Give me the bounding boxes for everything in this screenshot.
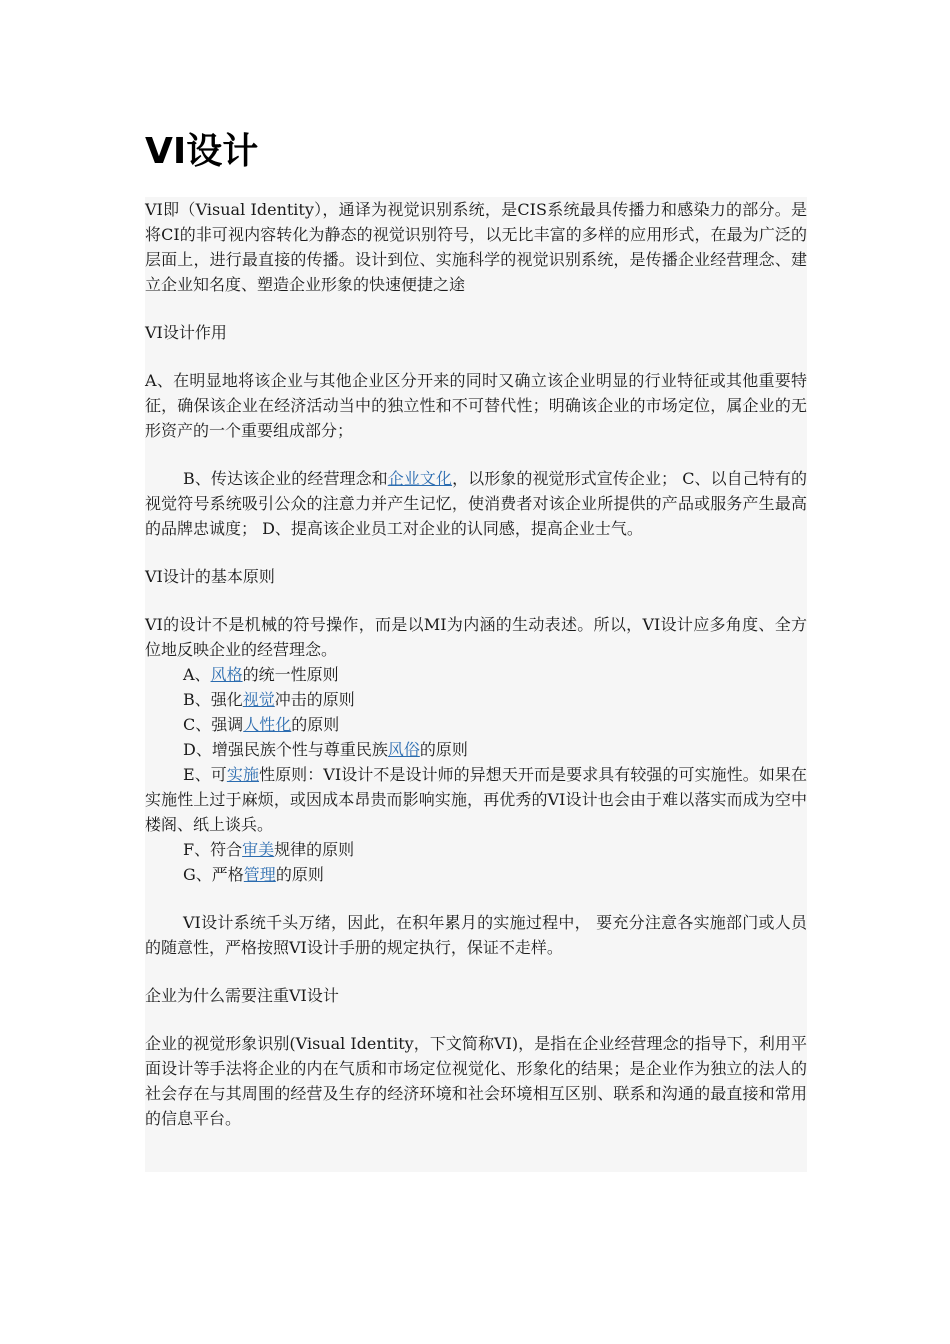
principle-b-suffix: 冲击的原则: [274, 690, 355, 709]
section-heading-function: VI设计作用: [145, 323, 227, 342]
principle-a-suffix: 的统一性原则: [242, 665, 339, 684]
principle-a-prefix: A、: [183, 665, 211, 684]
principle-item-d: [145, 737, 807, 762]
principle-e-prefix: E、可: [183, 765, 227, 784]
principle-g-prefix: G、严格: [183, 865, 244, 884]
principle-item-c: [145, 712, 807, 737]
principle-b-prefix: B、强化: [183, 690, 243, 709]
principles-closing: VI设计系统千头万绪，因此，在积年累月的实施过程中， 要充分注意各实施部门或人员的随意性，严格按照VI设计手册的规定执行，保证不走样。: [145, 913, 807, 957]
principles-intro: VI的设计不是机械的符号操作，而是以MI为内涵的生动表述。所以，VI设计应多角度、全方位地反映企业的经营理念。: [145, 615, 807, 659]
link-aesthetics[interactable]: 审美: [242, 840, 275, 859]
link-implementation[interactable]: 实施: [226, 765, 260, 784]
why-paragraph: 企业的视觉形象识别(Visual Identity，下文简称VI)，是指在企业经营理念的指导下，利用平面设计等手法将企业的内在气质和市场定位视觉化、形象化的结果；是企业作为独立的法人的社会存在与其周围的经营及生存的经济环境和社会环境相互区别、联系和沟通的最直接和常用的信息平台。: [145, 1034, 807, 1128]
principle-item-f: [145, 837, 807, 862]
link-humanization[interactable]: 人性化: [243, 715, 292, 734]
link-visual[interactable]: 视觉: [242, 690, 275, 709]
intro-paragraph: VI即（Visual Identity），通译为视觉识别系统，是CIS系统最具传播力和感染力的部分。是将CI的非可视内容转化为静态的视觉识别符号，以无比丰富的多样的应用形式，在最为广泛的层面上，进行最直接的传播。设计到位、实施科学的视觉识别系统，是传播企业经营理念、建立企业知名度、塑造企业形象的快速便捷之途: [145, 200, 807, 294]
principle-g-suffix: 的原则: [275, 865, 324, 884]
principle-d-suffix: 的原则: [419, 740, 468, 759]
function-b-text-before: B、传达该企业的经营理念和: [183, 469, 388, 488]
link-style[interactable]: 风格: [210, 665, 243, 684]
article-text: [145, 197, 807, 1131]
link-management[interactable]: 管理: [243, 865, 276, 884]
principle-f-suffix: 规律的原则: [274, 840, 355, 859]
function-b-text-after: ，以形象的视觉形式宣传企业； C、以自己特有的视觉符号系统吸引公众的注意力并产生记忆，使消费者对该企业所提供的产品或服务产生最高的品牌忠诚度； D、提高该企业员工对企业的认同感，提高企业士气。: [145, 469, 807, 538]
principle-e-suffix: 性原则：VI设计不是设计师的异想天开而是要求具有较强的可实施性。如果在实施性上过于麻烦，或因成本昂贵而影响实施，再优秀的VI设计也会由于难以落实而成为空中楼阁、纸上谈兵。: [145, 765, 807, 834]
function-paragraph-a: A、在明显地将该企业与其他企业区分开来的同时又确立该企业明显的行业特征或其他重要特征，确保该企业在经济活动当中的独立性和不可替代性；明确该企业的市场定位，属企业的无形资产的一个重要组成部分；: [145, 371, 807, 440]
principle-item-b: [145, 687, 807, 712]
principle-item-g: [145, 862, 807, 887]
article-body: [145, 197, 807, 1172]
section-heading-principles: VI设计的基本原则: [145, 567, 275, 586]
page-title: VI设计: [145, 131, 259, 172]
function-paragraph-b: [145, 466, 807, 541]
principle-item-e: [145, 762, 807, 837]
principle-item-a: [145, 662, 807, 687]
principle-c-suffix: 的原则: [291, 715, 340, 734]
principle-f-prefix: F、符合: [183, 840, 243, 859]
section-heading-why: 企业为什么需要注重VI设计: [145, 986, 339, 1005]
principle-d-prefix: D、增强民族个性与尊重民族: [183, 740, 388, 759]
link-corporate-culture[interactable]: 企业文化: [387, 469, 453, 488]
principle-c-prefix: C、强调: [183, 715, 244, 734]
link-customs[interactable]: 风俗: [387, 740, 420, 759]
